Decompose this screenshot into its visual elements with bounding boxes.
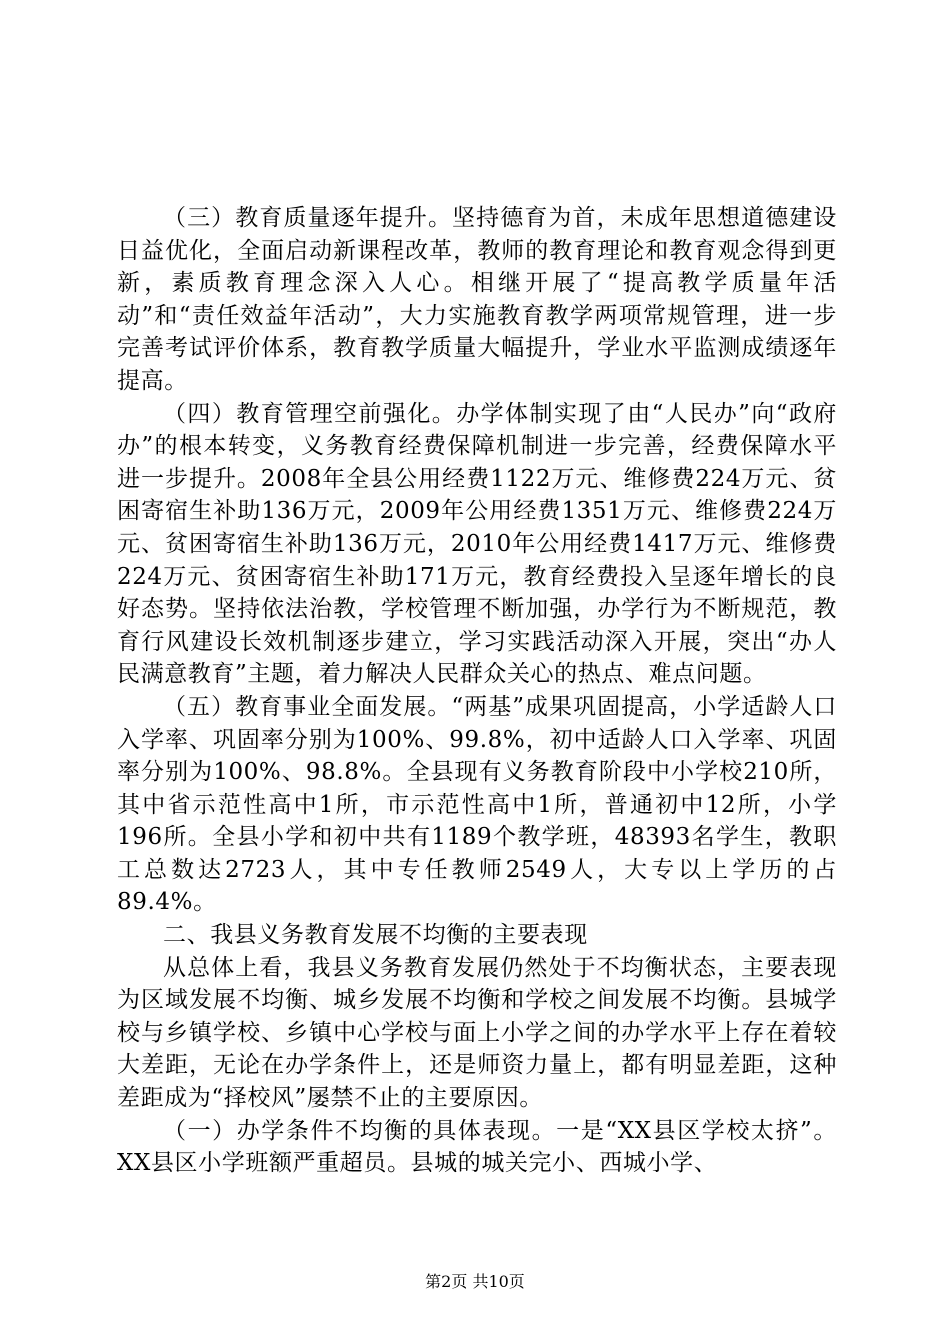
paragraph-education-quality: （三）教育质量逐年提升。坚持德育为首，未成年思想道德建设日益优化，全面启动新课程改革，教师的教育理论和教育观念得到更新，素质教育理念深入人心。相继开展了“提高教学质量年活动”和“责任效益年活动”，大力实施教育教学两项常规管理，进一步完善考试评价体系，教育教学质量大幅提升，学业水平监测成绩逐年提高。 <box>117 205 837 394</box>
paragraph-education-development: （五）教育事业全面发展。“两基”成果巩固提高，小学适龄人口入学率、巩固率分别为100%、99.8%，初中适龄人口入学率、巩固率分别为100%、98.8%。全县现有义务教育阶段中小学校210所，其中省示范性高中1所，市示范性高中1所，普通初中12所，小学196所。全县小学和初中共有1189个教学班，48393名学生，教职工总数达2723人，其中专任教师2549人，大专以上学历的占89.4%。 <box>117 693 837 916</box>
paragraph-overall-imbalance: 从总体上看，我县义务教育发展仍然处于不均衡状态，主要表现为区域发展不均衡、城乡发展不均衡和学校之间发展不均衡。县城学校与乡镇学校、乡镇中心学校与面上小学之间的办学水平上存在着较大差距，无论在办学条件上，还是师资力量上，都有明显差距，这种差距成为“择校风”屡禁不止的主要原因。 <box>117 954 837 1112</box>
document-body <box>117 202 837 1180</box>
page-number-footer: 第2页 共10页 <box>425 1272 525 1291</box>
paragraph-school-conditions: （一）办学条件不均衡的具体表现。一是“XX县区学校太挤”。XX县区小学班额严重超员。县城的城关完小、西城小学、 <box>117 1117 837 1177</box>
paragraph-education-management: （四）教育管理空前强化。办学体制实现了由“人民办”向“政府办”的根本转变，义务教育经费保障机制进一步完善，经费保障水平进一步提升。2008年全县公用经费1122万元、维修费224万元、贫困寄宿生补助136万元，2009年公用经费1351万元、维修费224万元、贫困寄宿生补助136万元，2010年公用经费1417万元、维修费224万元、贫困寄宿生补助171万元，教育经费投入呈逐年增长的良好态势。坚持依法治教，学校管理不断加强，办学行为不断规范，教育行风建设长效机制逐步建立，学习实践活动深入开展，突出“办人民满意教育”主题，着力解决人民群众关心的热点、难点问题。 <box>117 400 837 688</box>
section-heading-imbalance: 二、我县义务教育发展不均衡的主要表现 <box>163 922 588 949</box>
